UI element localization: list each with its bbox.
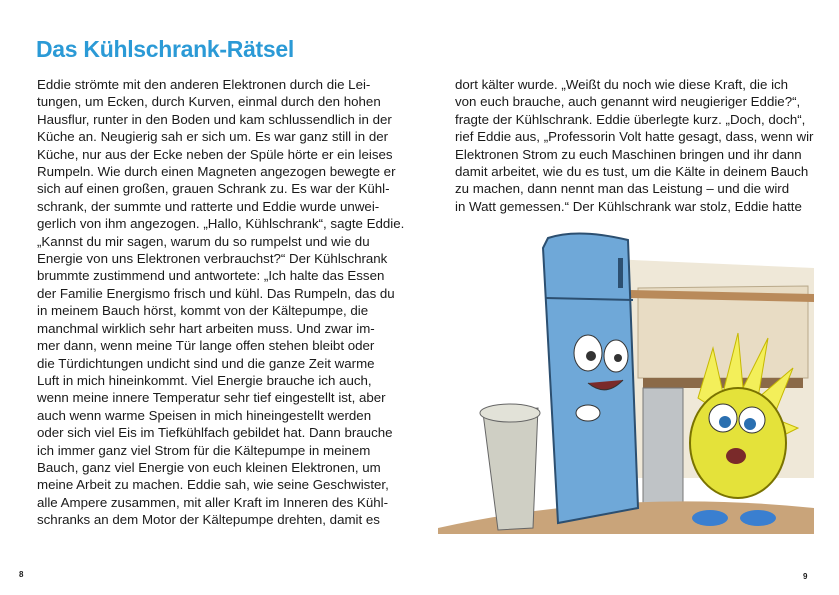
text-line: Küche an. Neugierig sah er sich um. Es war ganz still in der: [37, 129, 389, 145]
text-line: fragte der Kühlschrank. Eddie überlegte kurz. „Doch, doch“,: [455, 111, 806, 127]
text-line: ich immer ganz viel Strom für die Kältepumpe in meinem: [37, 442, 371, 458]
text-line: Bauch, ganz viel Energie von euch kleinen Elektronen, um: [37, 459, 381, 475]
text-line: in Watt gemessen.“ Der Kühlschrank war stolz, Eddie hatte: [455, 198, 802, 214]
text-line: sich auf einen großen, grauen Schrank zu. Es war der Kühl-: [37, 181, 390, 197]
page-number-left: 8: [19, 570, 24, 579]
text-line: in meinem Bauch hörst, kommt von der Kältepumpe, die: [37, 303, 369, 319]
left-column-text: [37, 76, 404, 529]
text-line: Eddie strömte mit den anderen Elektronen durch die Lei-: [37, 77, 371, 92]
text-line: „Kannst du mir sagen, warum du so rumpelst und wie du: [37, 233, 370, 249]
text-line: schranks an dem Motor der Kältepumpe drehten, damit es: [37, 512, 380, 528]
text-line: dort kälter wurde. „Weißt du noch wie diese Kraft, die ich: [455, 77, 789, 92]
text-line: Elektronen Strom zu euch Maschinen bringen und ihr dann: [455, 146, 802, 162]
text-line: der Familie Energismo frisch und kühl. Das Rumpeln, das du: [37, 285, 395, 301]
fridge-and-eddie-illustration: [438, 228, 814, 534]
text-line: alle Ampere zusammen, mit aller Kraft im Inneren des Kühl-: [37, 494, 389, 510]
text-line: wenn meine innere Temperatur sehr tief eingestellt ist, aber: [37, 390, 386, 406]
page-number-right: 9: [803, 572, 808, 581]
text-line: brummte zustimmend und antwortete: „Ich halte das Essen: [37, 268, 385, 284]
fridge-character: [543, 233, 638, 523]
right-column-text: [455, 76, 813, 215]
text-line: auch wenn warme Speisen in mich hineingestellt werden: [37, 407, 372, 423]
text-line: Hausflur, runter in den Boden und kam schlussendlich in der: [37, 111, 392, 127]
text-line: tungen, um Ecken, durch Kurven, einmal durch den hohen: [37, 94, 381, 110]
text-line: meine Arbeit zu machen. Eddie sah, wie seine Geschwister,: [37, 477, 389, 493]
text-line: Küche, nur aus der Ecke neben der Spüle hörte er ein leises: [37, 146, 393, 162]
text-line: schrank, der summte und ratterte und Eddie wurde unwei-: [37, 198, 380, 214]
text-line: oder sich viel Eis im Tiefkühlfach gebildet hat. Dann brauche: [37, 425, 393, 441]
text-line: gerlich von ihm angezogen. „Hallo, Kühlschrank“, sagte Eddie.: [37, 216, 405, 232]
text-line: von euch brauche, auch genannt wird neugieriger Eddie?“,: [455, 94, 801, 110]
text-line: damit arbeitet, wie du es tust, um die Kälte in deinem Bauch: [455, 164, 809, 180]
text-line: zu machen, dann nennt man das Leistung – und die wird: [455, 181, 790, 197]
trash-bin: [480, 404, 540, 530]
text-line: Luft in mich hineinkommt. Viel Energie brauche ich auch,: [37, 372, 372, 388]
text-line: rief Eddie aus, „Professorin Volt hatte gesagt, dass, wenn wir: [455, 129, 814, 145]
text-line: manchmal wirklich sehr hart arbeiten muss. Und zwar im-: [37, 320, 375, 336]
text-line: mer dann, wenn meine Tür lange offen stehen bleibt oder: [37, 338, 375, 354]
page-title: Das Kühlschrank-Rätsel: [36, 36, 294, 62]
text-line: Rumpeln. Wie durch einen Magneten angezogen bewegte er: [37, 164, 396, 180]
text-line: die Türdichtungen undicht sind und die ganze Zeit warme: [37, 355, 375, 371]
text-line: Energie von uns Elektronen verbrauchst?“ Der Kühlschrank: [37, 251, 388, 267]
